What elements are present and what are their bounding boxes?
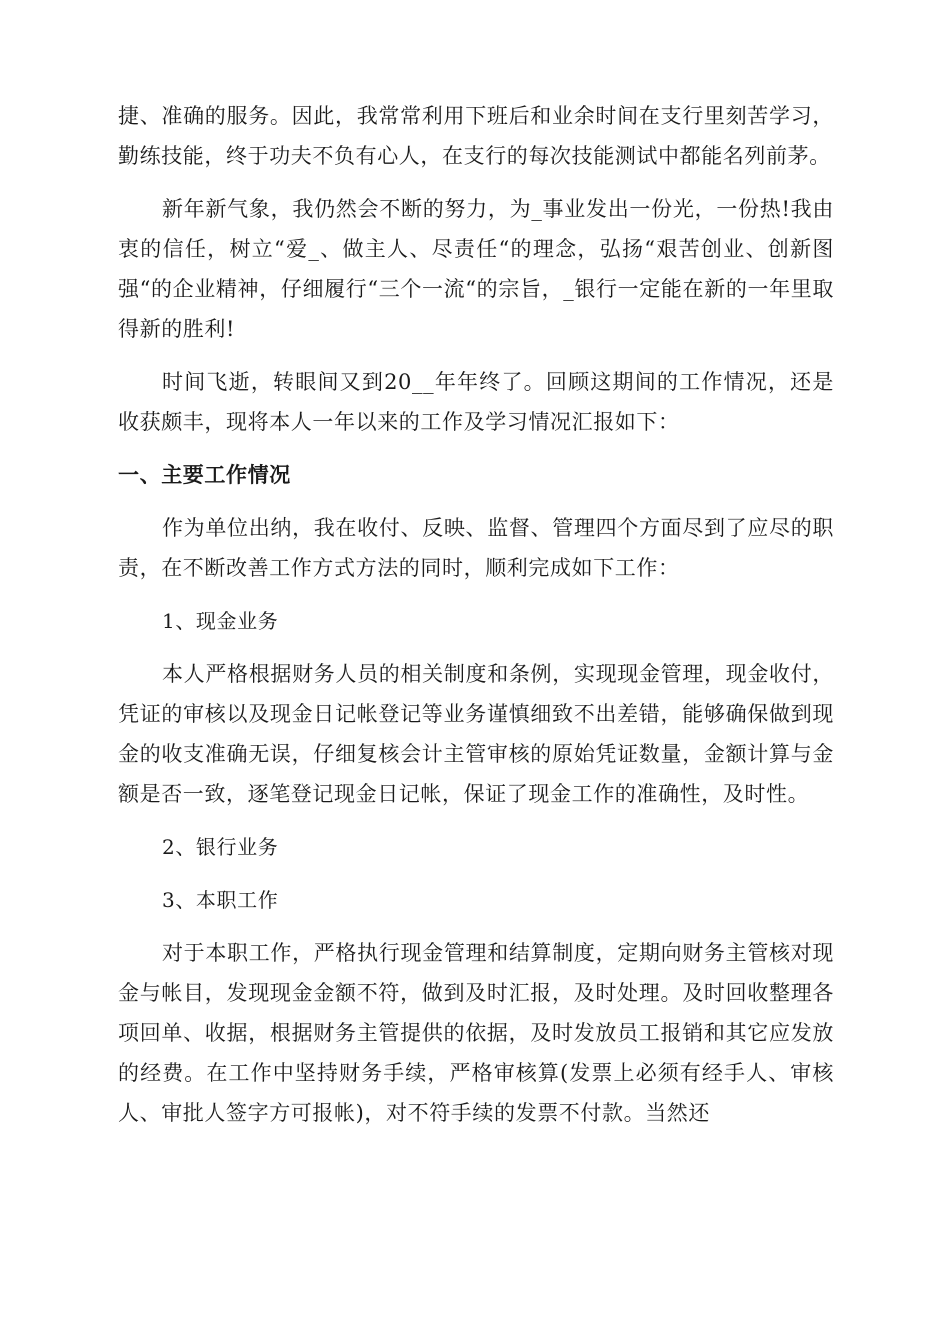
paragraph-continuation: 捷、准确的服务。因此，我常常利用下班后和业余时间在支行里刻苦学习，勤练技能，终于功夫不负有心人，在支行的每次技能测试中都能名列前茅。 — [118, 104, 834, 168]
paragraph-new-year: 新年新气象，我仍然会不断的努力，为_事业发出一份光，一份热!我由衷的信任，树立“爱_、做主人、尽责任“的理念，弘扬“艰苦创业、创新图强“的企业精神，仔细履行“三个一流“的宗旨，_银行一定能在新的一年里取得新的胜利! — [118, 197, 834, 341]
section-heading-main-work: 一、主要工作情况 — [118, 462, 291, 487]
subheading-cash-business: 1、现金业务 — [162, 609, 279, 633]
paragraph-own-work: 对于本职工作，严格执行现金管理和结算制度，定期向财务主管核对现金与帐目，发现现金金额不符，做到及时汇报，及时处理。及时回收整理各项回单、收据，根据财务主管提供的依据，及时发放员工报销和其它应发放的经费。在工作中坚持财务手续，严格审核算(发票上必须有经手人、审核人、审批人签字方可报帐)，对不符手续的发票不付款。当然还 — [118, 941, 834, 1125]
paragraph-intro: 时间飞逝，转眼间又到20__年年终了。回顾这期间的工作情况，还是收获颇丰，现将本人一年以来的工作及学习情况汇报如下： — [118, 370, 834, 434]
document-body — [118, 96, 834, 1146]
subheading-own-work: 3、本职工作 — [162, 888, 279, 912]
subheading-bank-business: 2、银行业务 — [162, 835, 279, 859]
paragraph-cashier-duties: 作为单位出纳，我在收付、反映、监督、管理四个方面尽到了应尽的职责，在不断改善工作方式方法的同时，顺利完成如下工作： — [118, 516, 834, 580]
paragraph-cash-business: 本人严格根据财务人员的相关制度和条例，实现现金管理，现金收付，凭证的审核以及现金日记帐登记等业务谨慎细致不出差错，能够确保做到现金的收支准确无误，仔细复核会计主管审核的原始凭证数量，金额计算与金额是否一致，逐笔登记现金日记帐，保证了现金工作的准确性，及时性。 — [118, 662, 834, 806]
